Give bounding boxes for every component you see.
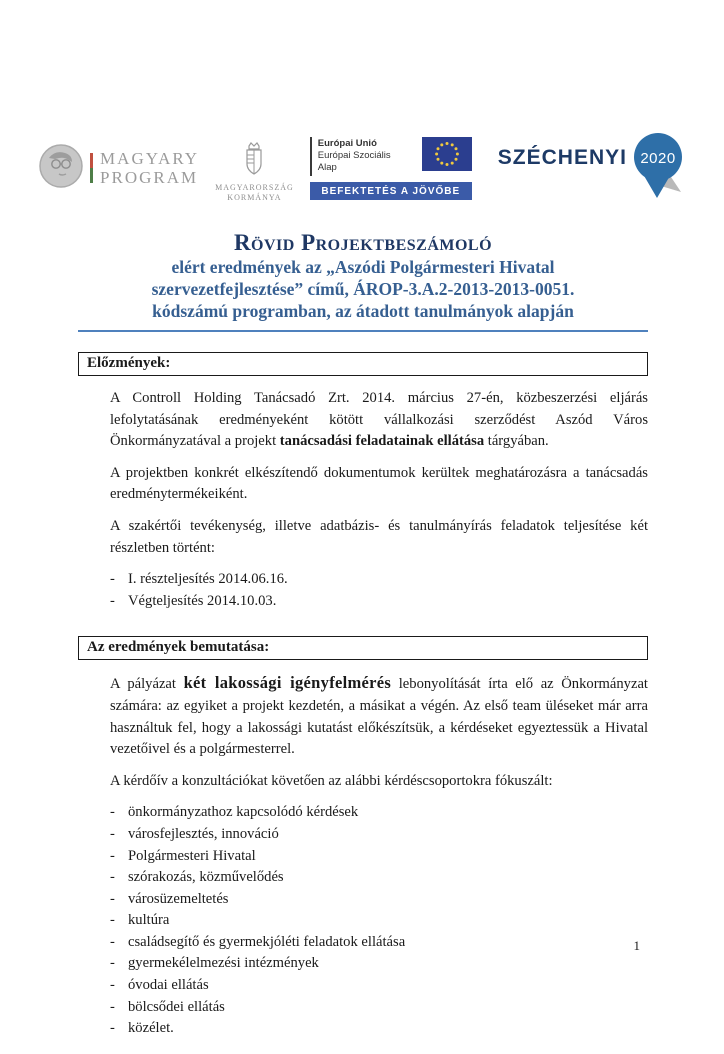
paragraph: A szakértői tevékenység, illetve adatbázis- és tanulmányírás feladatok teljesítése két részletben történt: xyxy=(110,517,648,556)
eu-flag-icon xyxy=(422,137,472,176)
paragraph-bold-text: két lakossági igényfelmérés xyxy=(183,673,392,693)
page-number: 1 xyxy=(633,938,640,953)
section-eredmenyek xyxy=(78,636,648,1040)
magyary-program-label xyxy=(100,149,199,187)
list-item: - bölcsődei ellátás xyxy=(110,997,648,1019)
government-line1: MAGYARORSZÁG xyxy=(215,182,294,192)
eu-line1: Európai Unió xyxy=(317,137,377,149)
eu-banner: BEFEKTETÉS A JÖVŐBE xyxy=(310,182,472,200)
paragraph-text: A pályázat xyxy=(110,676,184,693)
magyary-line2: PROGRAM xyxy=(100,168,199,187)
subtitle-line2: szervezetfejlesztése” című, ÁROP-3.A.2-2013-2013-0051. xyxy=(151,279,575,299)
magyary-portrait-icon xyxy=(39,144,83,193)
magyary-program-logo xyxy=(39,144,199,193)
list-item: - családsegítő és gyermekjóléti feladatok ellátása xyxy=(110,932,648,954)
svg-text:2020: 2020 xyxy=(640,149,676,167)
szechenyi-pin-icon xyxy=(631,132,687,205)
list-item: - I. részteljesítés 2014.06.16. xyxy=(110,569,648,591)
section-body-elozmenyek xyxy=(78,388,648,612)
list-item: - önkormányzathoz kapcsolódó kérdések xyxy=(110,802,648,824)
eu-line2: Európai Szociális xyxy=(317,149,391,161)
eu-label xyxy=(310,137,414,176)
list-item: - szórakozás, közművelődés xyxy=(110,867,648,889)
government-label xyxy=(215,183,294,203)
page-content xyxy=(78,128,676,1054)
szechenyi-label: SZÉCHENYI xyxy=(497,145,627,169)
government-line2: KORMÁNYA xyxy=(227,192,282,202)
list-item: - közélet. xyxy=(110,1018,648,1040)
question-topics-list xyxy=(110,802,648,1040)
list-item: - városfejlesztés, innováció xyxy=(110,824,648,846)
paragraph: A projektben konkrét elkészítendő dokumentumok kerültek meghatározásra a tanácsadás eredménytermékeiként. xyxy=(110,464,648,503)
paragraph xyxy=(110,388,648,453)
eu-logo-top xyxy=(310,137,472,176)
coat-of-arms-icon xyxy=(241,142,267,181)
subtitle-line3: kódszámú programban, az átadott tanulmányok alapján xyxy=(152,301,574,321)
section-elozmenyek xyxy=(78,352,648,612)
list-item: - gyermekélelmezési intézmények xyxy=(110,953,648,975)
document-subtitle xyxy=(78,256,648,322)
list-item: - kultúra xyxy=(110,910,648,932)
eu-logo-block xyxy=(310,137,472,200)
paragraph-text: tárgyában. xyxy=(484,433,549,450)
paragraph: A kérdőív a konzultációkat követően az alábbi kérdéscsoportokra fókuszált: xyxy=(110,772,553,789)
paragraph xyxy=(110,672,648,760)
section-heading-elozmenyek: Előzmények: xyxy=(78,352,648,376)
paragraph-text: lebonyolítását írta elő az Önkormányzat számára: az egyiket a projekt kezdetén, a másikat a végén. Az első team üléseket már arra használtuk fel, hogy a lakossági kutatást előkészítsük, a kérdéseket egyeztessük a Hivatal vezetőivel és a polgármesterrel. xyxy=(110,676,648,758)
title-block xyxy=(78,230,648,332)
milestone-list xyxy=(110,569,648,612)
eu-line3: Alap xyxy=(317,161,337,173)
list-item: - óvodai ellátás xyxy=(110,975,648,997)
section-body-eredmenyek xyxy=(78,672,648,1040)
paragraph-bold-text: tanácsadási feladatainak ellátása xyxy=(279,433,485,450)
list-item: - Polgármesteri Hivatal xyxy=(110,846,648,868)
hungarian-stripe-icon xyxy=(90,153,93,183)
paragraph-text: A Controll Holding Tanácsadó Zrt. 2014. március 27-én, közbeszerzési eljárás lefolytatásának eredményeként kötött vállalkozási szerződést Aszód Város Önkormányzatával a projekt xyxy=(110,390,648,450)
document-title: Rövid Projektbeszámoló xyxy=(233,230,493,255)
subtitle-line1: elért eredmények az „Aszódi Polgármesteri Hivatal xyxy=(171,257,555,277)
list-item: - városüzemeltetés xyxy=(110,889,648,911)
list-item: - Végteljesítés 2014.10.03. xyxy=(110,591,648,613)
section-heading-eredmenyek: Az eredmények bemutatása: xyxy=(78,636,648,660)
title-divider xyxy=(78,330,648,332)
government-logo xyxy=(215,142,294,203)
magyary-line1: MAGYARY xyxy=(100,149,200,168)
header-logos xyxy=(78,128,676,208)
szechenyi-logo xyxy=(498,132,687,205)
